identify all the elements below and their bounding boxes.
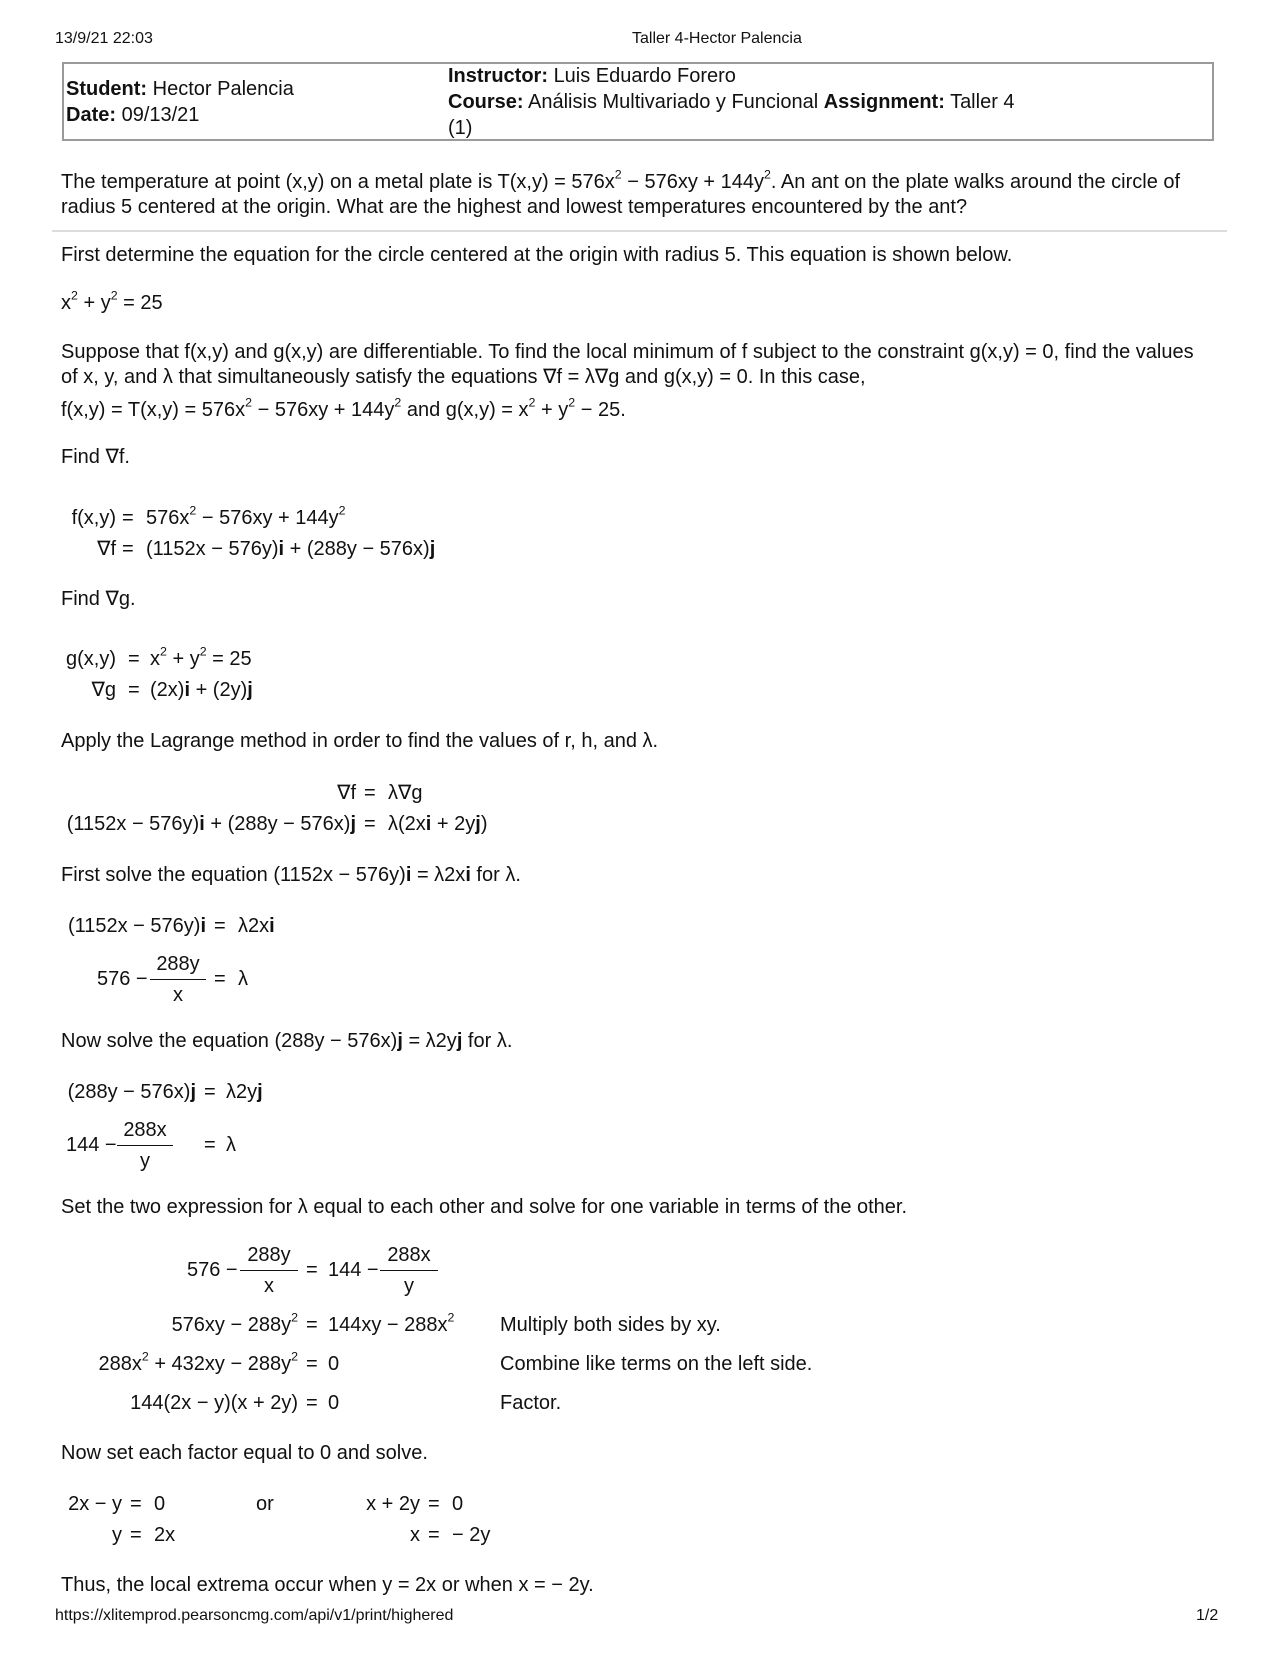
grad-f-equals-2: =: [122, 538, 134, 560]
solve1-fraction: [150, 952, 206, 1007]
set-equal-lhs-4: 144(2x − y)(x + 2y): [130, 1392, 298, 1414]
lagrange-eq-lhs-2: (1152x − 576y)i + (288y − 576x)j: [66, 813, 356, 835]
grad-f-lhs-2: ∇f: [97, 538, 116, 560]
grad-g-rhs-2: (2x)i + (2y)j: [150, 679, 253, 701]
solve2-equals-1: =: [204, 1081, 216, 1103]
grad-f-lhs-1: f(x,y): [71, 507, 116, 529]
set-equal-lhs-2: $576xy - 288y^2$: [171, 1310, 298, 1336]
set-equal-text: Set the two expression for λ equal to each other and solve for one variable in terms of the other.: [61, 1196, 908, 1218]
factor-left-equals-2: =: [130, 1524, 142, 1546]
print-datetime: 13/9/21 22:03: [55, 30, 153, 47]
solve1-prefix-2: 576 −: [97, 968, 148, 990]
factor-left-lhs-2: y: [112, 1524, 122, 1546]
set-equal-lhs-fraction: [240, 1243, 298, 1298]
solve1-equals-1: =: [214, 915, 226, 937]
lagrange-eq-equals-2: =: [364, 813, 376, 835]
set-equal-equals-1: =: [306, 1259, 318, 1281]
set-equal-rhs-prefix: 144 −: [328, 1259, 379, 1281]
date-value: 09/13/21: [121, 104, 200, 126]
step-note-combine: Combine like terms on the left side.: [500, 1353, 813, 1375]
solve-lambda-2-text: Now solve the equation (288y − 576x)j = λ2yj for λ.: [61, 1030, 513, 1052]
course-line: Course: Análisis Multivariado y Funcional Assignment: Taller 4: [448, 91, 1015, 113]
step-note-multiply: Multiply both sides by xy.: [500, 1314, 721, 1336]
grad-f-rhs-1: $576x^2 - 576xy + 144y^2$: [146, 503, 346, 529]
student-line: Student: Hector Palencia: [66, 78, 294, 100]
lagrange-eq-rhs-2: λ(2xi + 2yj): [388, 813, 488, 835]
factor-text: Now set each factor equal to 0 and solve.: [61, 1442, 428, 1464]
solve2-fraction: [117, 1118, 173, 1173]
conclusion-text: Thus, the local extrema occur when y = 2x or when x = − 2y.: [61, 1574, 594, 1596]
problem-statement-line1: The temperature at point (x,y) on a metal plate is $T(x,y) = 576x^2 - 576xy + 144y^2$. An ant on the plate walks around the circle of: [61, 167, 1181, 193]
fraction-denominator: y: [140, 1150, 150, 1172]
print-document-title: Taller 4-Hector Palencia: [632, 30, 802, 47]
find-grad-g-heading: Find ∇g.: [61, 588, 136, 610]
factor-right-equals-2: =: [428, 1524, 440, 1546]
set-equal-equals-3: =: [306, 1353, 318, 1375]
grad-g-equals-1: =: [128, 648, 140, 670]
factor-left-equals-1: =: [130, 1493, 142, 1515]
fraction-numerator: 288y: [240, 1243, 298, 1271]
intro-text: First determine the equation for the circle centered at the origin with radius 5. This equation is shown below.: [61, 244, 1013, 266]
set-equal-lhs-prefix: 576 −: [187, 1259, 238, 1281]
problem-statement-line2: radius 5 centered at the origin. What are the highest and lowest temperatures encountered by the ant?: [61, 196, 968, 218]
set-equal-equals-2: =: [306, 1314, 318, 1336]
grad-g-lhs-1: g(x,y): [66, 648, 116, 670]
fraction-denominator: x: [264, 1275, 274, 1297]
factor-left-rhs-2: 2x: [154, 1524, 176, 1546]
solve-lambda-1-text: First solve the equation (1152x − 576y)i = λ2xi for λ.: [61, 864, 521, 886]
lagrange-text-line3: $f(x,y) = T(x,y) = 576x^2 - 576xy + 144y^2$ and $g(x,y) = x^2 + y^2 - 25$.: [61, 395, 626, 421]
set-equal-rhs-3: 0: [328, 1353, 340, 1375]
grad-g-rhs-1: $x^2 + y^2 = 25$: [150, 644, 252, 670]
set-equal-rhs-2: $144xy - 288x^2$: [328, 1310, 455, 1336]
fraction-denominator: x: [173, 984, 183, 1006]
fraction-numerator: 288x: [117, 1118, 173, 1146]
circle-equation: $x^2 + y^2 = 25$: [61, 288, 163, 314]
solve1-lhs-1: (1152x − 576y)i: [67, 915, 206, 937]
factor-right-rhs-1: 0: [452, 1493, 464, 1515]
set-equal-lhs-3: $288x^2 + 432xy - 288y^2$: [98, 1349, 298, 1375]
find-grad-f-heading: Find ∇f.: [61, 446, 130, 468]
grad-f-rhs-2: (1152x − 576y)i + (288y − 576x)j: [146, 538, 436, 560]
fraction-numerator: 288x: [380, 1243, 438, 1271]
fraction-denominator: y: [404, 1275, 414, 1297]
factor-right-equals-1: =: [428, 1493, 440, 1515]
factor-right-lhs-2: x: [410, 1524, 420, 1546]
assignment-name-cont: (1): [448, 117, 473, 139]
solve2-prefix-2: 144 −: [66, 1134, 117, 1156]
apply-lagrange-text: Apply the Lagrange method in order to find the values of r, h, and λ.: [61, 730, 659, 752]
lagrange-text-line2: of x, y, and λ that simultaneously satisfy the equations ∇f = λ∇g and g(x,y) = 0. In this case,: [61, 366, 866, 388]
lagrange-text-line1: Suppose that f(x,y) and g(x,y) are differentiable. To find the local minimum of f subject to the constraint g(x,y) = 0, find the values: [61, 341, 1194, 363]
instructor-name: Luis Eduardo Forero: [553, 65, 736, 87]
print-page-number: 1/2: [1196, 1607, 1219, 1624]
grad-g-lhs-2: ∇g: [91, 679, 116, 701]
factor-left-lhs-1: 2x − y: [68, 1493, 122, 1515]
grad-f-equals-1: =: [122, 507, 134, 529]
set-equal-rhs-4: 0: [328, 1392, 340, 1414]
lagrange-eq-rhs-1: λ∇g: [388, 782, 423, 804]
step-note-factor: Factor.: [500, 1392, 562, 1414]
solve2-rhs-1: λ2yj: [226, 1081, 263, 1103]
grad-g-equals-2: =: [128, 679, 140, 701]
assignment-name: Taller 4: [950, 91, 1015, 113]
student-name: Hector Palencia: [152, 78, 294, 100]
solve2-rhs-2: λ: [226, 1134, 236, 1156]
section-divider: [52, 230, 1227, 232]
fraction-numerator: 288y: [150, 952, 206, 980]
set-equal-rhs-fraction: [380, 1243, 438, 1298]
factor-or: or: [256, 1493, 274, 1515]
course-name: Análisis Multivariado y Funcional: [528, 91, 819, 113]
date-line: Date: 09/13/21: [66, 104, 200, 126]
factor-right-rhs-2: − 2y: [452, 1524, 491, 1546]
solve2-equals-2: =: [204, 1134, 216, 1156]
solve1-rhs-1: λ2xi: [238, 915, 275, 937]
instructor-line: Instructor: Luis Eduardo Forero: [448, 65, 736, 87]
lagrange-eq-lhs-1: ∇f: [337, 782, 356, 804]
solve2-lhs-1: (288y − 576x)j: [67, 1081, 196, 1103]
solve1-equals-2: =: [214, 968, 226, 990]
set-equal-equals-4: =: [306, 1392, 318, 1414]
lagrange-eq-equals-1: =: [364, 782, 376, 804]
solve1-rhs-2: λ: [238, 968, 248, 990]
factor-right-lhs-1: x + 2y: [366, 1493, 420, 1515]
print-footer-url: https://xlitemprod.pearsoncmg.com/api/v1/print/highered: [55, 1607, 454, 1624]
factor-left-rhs-1: 0: [154, 1493, 166, 1515]
